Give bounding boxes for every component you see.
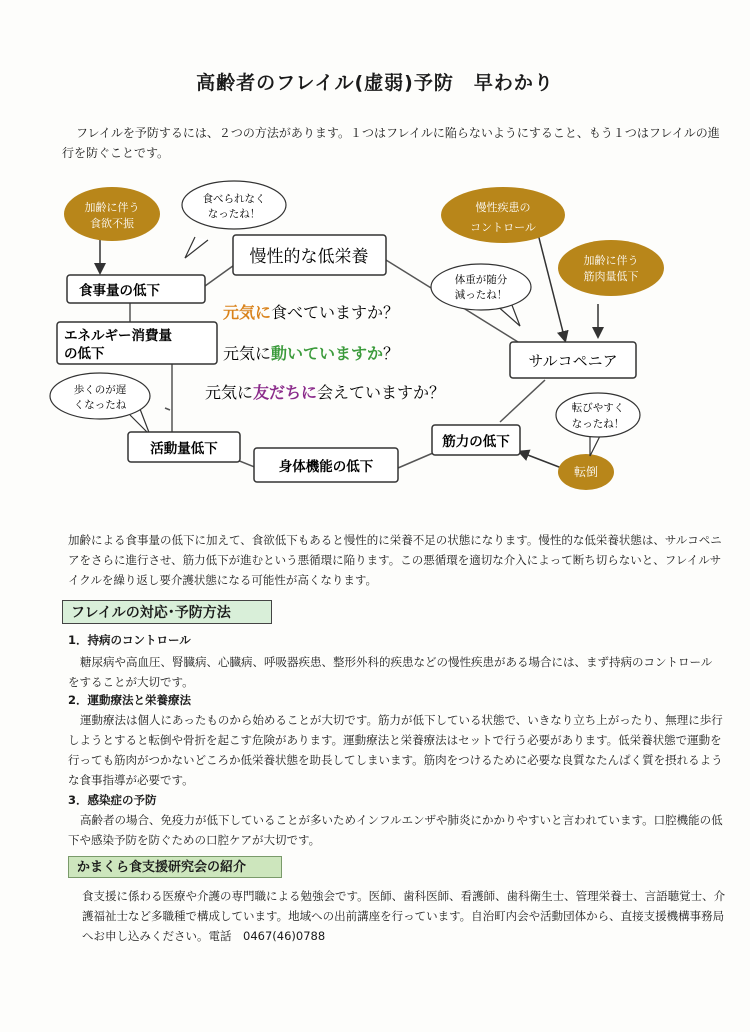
- speech-cannot-eat-line1: 食べられなく: [202, 193, 266, 205]
- food-intake-label: 食事量の低下: [79, 283, 160, 299]
- question-friends: [205, 383, 445, 402]
- age-muscle-bubble: [558, 240, 664, 296]
- chronic-undernutrition-label: 慢性的な低栄養: [249, 247, 369, 267]
- section-intro-body: 食支援に係わる医療や介護の専門職による勉強会です。医師、歯科医師、看護師、歯科衛生士、管理栄養士、言語聴覚士、介護福祉士など多職種で構成しています。地域への出前講座を行っています。自治町内会や活動団体から、直接支援機構事務局へお申し込みください。電話 0467(46)0788: [82, 889, 726, 943]
- age-appetite-bubble: [64, 187, 160, 241]
- question-friends-colored: 友だちに: [253, 383, 318, 402]
- speech-walk: [50, 373, 150, 435]
- energy-line1: エネルギー消費量: [64, 328, 172, 344]
- question-friends-end: 会えていますか？: [317, 383, 446, 402]
- energy-line2: の低下: [64, 346, 105, 362]
- activity-box: [128, 432, 240, 462]
- question-move-end: ？: [383, 344, 400, 363]
- question-eat-colored: 元気に: [223, 303, 272, 322]
- speech-walk-line2: くなったね: [73, 399, 127, 411]
- muscle-box: [432, 425, 520, 455]
- frailty-cycle-diagram: [0, 180, 750, 520]
- sarcopenia-label: サルコペニア: [528, 352, 618, 370]
- speech-weight: [431, 264, 531, 326]
- summary-text: 加齢による食事量の低下に加えて、食欲低下もあると慢性的に栄養不足の状態になります。慢性的な低栄養状態は、サルコペニアをさらに進行させ、筋力低下が進むという悪循環に陥ります。この悪循環を適切な介入によって断ち切らないと、フレイルサイクルを繰り返し要介護状態になる可能性が高くなります。: [68, 533, 722, 587]
- page-title: 高齢者のフレイル(虚弱)予防 早わかり: [196, 72, 554, 94]
- item2-body: 運動療法は個人にあったものから始めることが大切です。筋力が低下している状態で、いきなり立ち上がったり、無理に歩行しようとすると転倒や骨折を起こす危険があります。運動療法と栄養療法はセットで行う必要があります。低栄養状態で運動を行っても筋肉がつかないどころか低栄養状態を助長してしまいます。筋肉をつけるために必要な良質なたんぱく質を摂れるような食事指導が必要です。: [68, 713, 723, 787]
- sarcopenia-box: [510, 342, 636, 378]
- activity-label: 活動量低下: [150, 441, 218, 457]
- fall-bubble: [558, 454, 614, 490]
- muscle-label: 筋力の低下: [442, 434, 510, 450]
- question-friends-plain: 元気に: [205, 383, 254, 402]
- age-muscle-line1: 加齢に伴う: [583, 254, 639, 267]
- question-move-colored: 動いていますか: [271, 344, 384, 363]
- section-prevention-heading: フレイルの対応･予防方法: [62, 600, 272, 624]
- speech-fall: [556, 393, 640, 456]
- question-move-plain: 元気に: [223, 344, 272, 363]
- age-appetite-line1: 加齢に伴う: [84, 201, 140, 214]
- chronic-disease-line2: コントロール: [470, 221, 536, 234]
- item3-title: 3．感染症の予防: [68, 793, 157, 807]
- chronic-disease-bubble: [441, 187, 565, 243]
- age-appetite-line2: 食欲不振: [90, 217, 134, 230]
- speech-fall-line1: 転びやすく: [571, 402, 625, 414]
- speech-cannot-eat-line2: なったね！: [207, 208, 261, 220]
- item2-title: 2．運動療法と栄養療法: [68, 693, 192, 707]
- item1-title: 1．持病のコントロール: [68, 633, 191, 647]
- chronic-undernutrition-box: [233, 235, 386, 275]
- intro-text: フレイルを予防するには、２つの方法があります。１つはフレイルに陥らないようにすること、もう１つはフレイルの進行を防ぐことです。: [62, 126, 720, 160]
- question-move: [223, 344, 399, 363]
- question-eat-plain: 食べていますか？: [271, 303, 400, 322]
- section-intro-heading: かまくら食支援研究会の紹介: [68, 856, 282, 878]
- energy-box: [57, 322, 217, 364]
- item1-body: 糖尿病や高血圧、腎臓病、心臓病、呼吸器疾患、整形外科的疾患などの慢性疾患がある場合には、まず持病のコントロールをすることが大切です。: [68, 655, 713, 689]
- food-intake-box: [67, 275, 205, 303]
- fall-label: 転倒: [573, 465, 599, 479]
- physical-label: 身体機能の低下: [278, 459, 374, 475]
- question-eat: [223, 303, 399, 322]
- age-muscle-line2: 筋肉量低下: [583, 270, 639, 283]
- speech-weight-line2: 減ったね！: [454, 289, 508, 301]
- item3-body: 高齢者の場合、免疫力が低下していることが多いためインフルエンザや肺炎にかかりやすいと言われています。口腔機能の低下や感染予防を防ぐための口腔ケアが大切です。: [68, 813, 723, 847]
- chronic-disease-line1: 慢性疾患の: [475, 201, 531, 214]
- physical-box: [254, 448, 398, 482]
- speech-fall-line2: なったね！: [571, 418, 625, 430]
- speech-walk-line1: 歩くのが遅: [73, 384, 127, 396]
- speech-weight-line1: 体重が随分: [454, 274, 508, 286]
